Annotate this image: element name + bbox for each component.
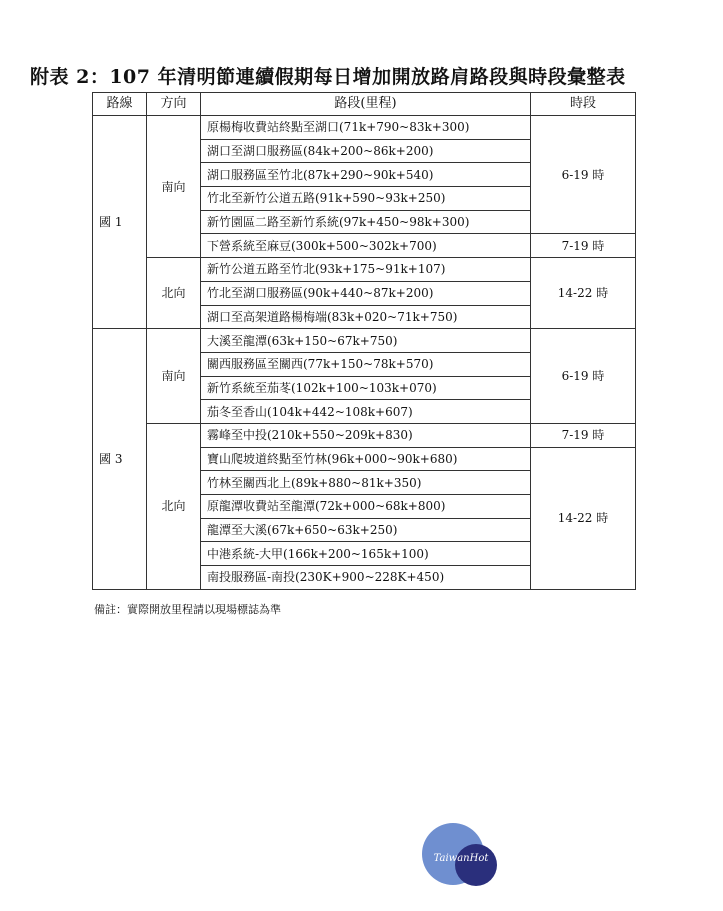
segment-cell: 中港系統-大甲(166k+200~165k+100) (201, 542, 531, 566)
segment-cell: 茄冬至香山(104k+442~108k+607) (201, 400, 531, 424)
logo-text: TaiwanHot (433, 853, 489, 864)
header-direction: 方向 (147, 93, 201, 116)
time-cell: 6-19 時 (531, 329, 636, 424)
segment-cell: 湖口至湖口服務區(84k+200~86k+200) (201, 139, 531, 163)
segment-cell: 寶山爬坡道終點至竹林(96k+000~90k+680) (201, 447, 531, 471)
segment-cell: 竹林至關西北上(89k+880~81k+350) (201, 471, 531, 495)
segment-cell: 新竹系統至茄苳(102k+100~103k+070) (201, 376, 531, 400)
header-segment: 路段(里程) (201, 93, 531, 116)
segment-cell: 竹北至湖口服務區(90k+440~87k+200) (201, 281, 531, 305)
table-row (93, 329, 636, 353)
direction-cell: 南向 (147, 329, 201, 424)
segment-cell: 新竹園區二路至新竹系統(97k+450~98k+300) (201, 210, 531, 234)
segment-cell: 原龍潭收費站至龍潭(72k+000~68k+800) (201, 495, 531, 519)
taiwanhot-logo (421, 820, 501, 892)
table-row (93, 116, 636, 140)
time-cell: 6-19 時 (531, 116, 636, 234)
segment-cell: 竹北至新竹公道五路(91k+590~93k+250) (201, 187, 531, 211)
time-cell: 14-22 時 (531, 447, 636, 589)
header-route: 路線 (93, 93, 147, 116)
segment-cell: 湖口服務區至竹北(87k+290~90k+540) (201, 163, 531, 187)
segment-cell: 霧峰至中投(210k+550~209k+830) (201, 423, 531, 447)
segment-cell: 龍潭至大溪(67k+650~63k+250) (201, 518, 531, 542)
time-cell: 14-22 時 (531, 258, 636, 329)
time-cell: 7-19 時 (531, 234, 636, 258)
segment-cell: 新竹公道五路至竹北(93k+175~91k+107) (201, 258, 531, 282)
table-header-row (93, 93, 636, 116)
segment-cell: 原楊梅收費站終點至湖口(71k+790~83k+300) (201, 116, 531, 140)
table-row (93, 258, 636, 282)
segment-cell: 大溪至龍潭(63k+150~67k+750) (201, 329, 531, 353)
route-cell: 國 1 (93, 116, 147, 329)
segment-cell: 下營系統至麻豆(300k+500~302k+700) (201, 234, 531, 258)
footnote: 備註：實際開放里程請以現場標誌為準 (94, 603, 281, 616)
segment-cell: 南投服務區-南投(230K+900~228K+450) (201, 566, 531, 590)
time-cell: 7-19 時 (531, 423, 636, 447)
document-title: 附表 2：107 年清明節連續假期每日增加開放路肩路段與時段彙整表 (30, 66, 626, 88)
schedule-table (92, 92, 636, 590)
segment-cell: 關西服務區至關西(77k+150~78k+570) (201, 352, 531, 376)
route-cell: 國 3 (93, 329, 147, 590)
logo-circle-dark (455, 844, 497, 886)
direction-cell: 北向 (147, 258, 201, 329)
segment-cell: 湖口至高架道路楊梅端(83k+020~71k+750) (201, 305, 531, 329)
header-time: 時段 (531, 93, 636, 116)
direction-cell: 北向 (147, 423, 201, 589)
direction-cell: 南向 (147, 116, 201, 258)
table-row (93, 423, 636, 447)
